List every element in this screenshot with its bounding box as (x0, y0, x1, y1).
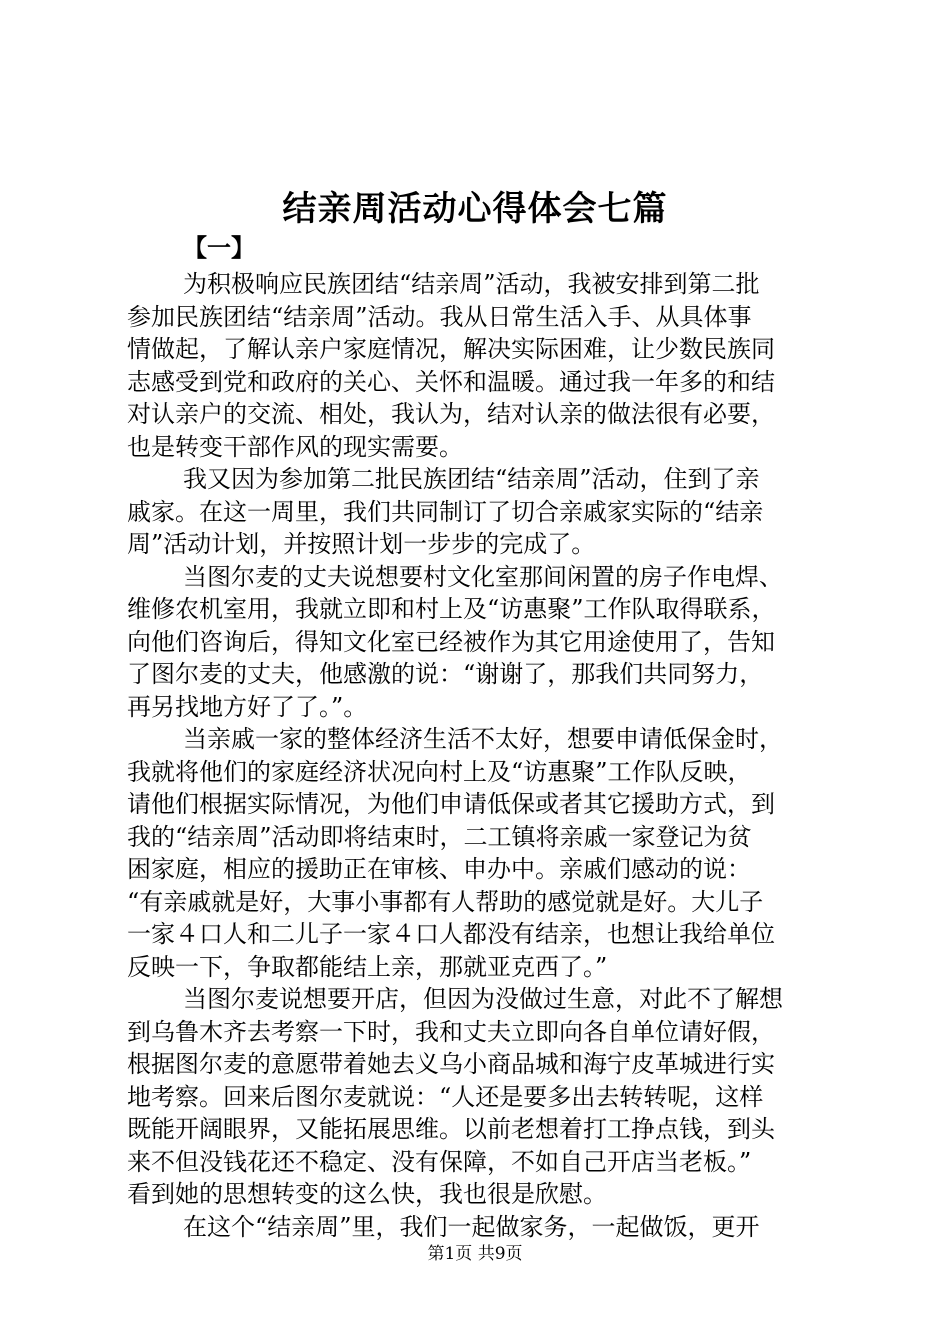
text-line: 戚家。在这一周里，我们共同制订了切合亲戚家实际的“结亲 (127, 497, 764, 526)
text-line: 也是转变干部作风的现实需要。 (127, 432, 463, 461)
document-body (127, 268, 833, 1243)
text-line: 情做起，了解认亲户家庭情况，解决实际困难，让少数民族同 (127, 335, 775, 363)
text-line: 志感受到党和政府的关心、关怀和温暖。通过我一年多的和结 (127, 367, 775, 396)
text-line: 看到她的思想转变的这么快，我也很是欣慰。 (127, 1180, 607, 1208)
text-line: “有亲戚就是好，大事小事都有人帮助的感觉就是好。大儿子 (127, 887, 764, 916)
text-line: 困家庭，相应的援助正在审核、申办中。亲戚们感动的说： (127, 855, 751, 883)
text-line: 地考察。回来后图尔麦就说：“人还是要多出去转转呢，这样 (127, 1082, 764, 1111)
text-line: 周”活动计划，并按照计划一步步的完成了。 (127, 530, 596, 558)
text-line: 维修农机室用，我就立即和村上及“访惠聚”工作队取得联系， (127, 595, 776, 623)
text-line: 再另找地方好了了。”。 (127, 692, 368, 721)
text-line: 到乌鲁木齐去考察一下时，我和丈夫立即向各自单位请好假， (127, 1017, 775, 1046)
text-line: 了图尔麦的丈夫，他感激的说：“谢谢了，那我们共同努力， (127, 660, 764, 688)
text-line: 为积极响应民族团结“结亲周”活动，我被安排到第二批 (183, 270, 760, 298)
text-line: 在这个“结亲周”里，我们一起做家务，一起做饭，更开 (183, 1212, 760, 1241)
document-title: 结亲周活动心得体会七篇 (282, 189, 668, 229)
text-line: 根据图尔麦的意愿带着她去义乌小商品城和海宁皮革城进行实 (127, 1050, 775, 1078)
text-line: 来不但没钱花还不稳定、没有保障，不如自己开店当老板。” (127, 1147, 752, 1176)
text-line: 我又因为参加第二批民族团结“结亲周”活动，住到了亲 (183, 465, 760, 493)
text-line: 我就将他们的家庭经济状况向村上及“访惠聚”工作队反映， (127, 757, 752, 786)
text-line: 反映一下，争取都能结上亲，那就亚克西了。” (127, 952, 608, 981)
text-line: 当亲戚一家的整体经济生活不太好，想要申请低保金时， (183, 725, 783, 753)
text-line: 对认亲户的交流、相处，我认为，结对认亲的做法很有必要， (127, 400, 775, 428)
text-line: 当图尔麦说想要开店，但因为没做过生意，对此不了解想 (183, 985, 783, 1013)
page-footer: 第1页 共9页 (427, 1244, 523, 1264)
text-line: 请他们根据实际情况，为他们申请低保或者其它援助方式，到 (127, 790, 775, 818)
text-line: 既能开阔眼界，又能拓展思维。以前老想着打工挣点钱，到头 (127, 1115, 775, 1143)
text-line: 向他们咨询后，得知文化室已经被作为其它用途使用了，告知 (127, 627, 775, 656)
text-line: 参加民族团结“结亲周”活动。我从日常生活入手、从具体事 (127, 302, 752, 331)
text-line: 一家４口人和二儿子一家４口人都没有结亲，也想让我给单位 (127, 920, 775, 948)
text-line: 当图尔麦的丈夫说想要村文化室那间闲置的房子作电焊、 (183, 562, 783, 591)
section-label: 【一】 (183, 233, 255, 262)
text-line: 我的“结亲周”活动即将结束时，二工镇将亲戚一家登记为贫 (127, 822, 752, 851)
